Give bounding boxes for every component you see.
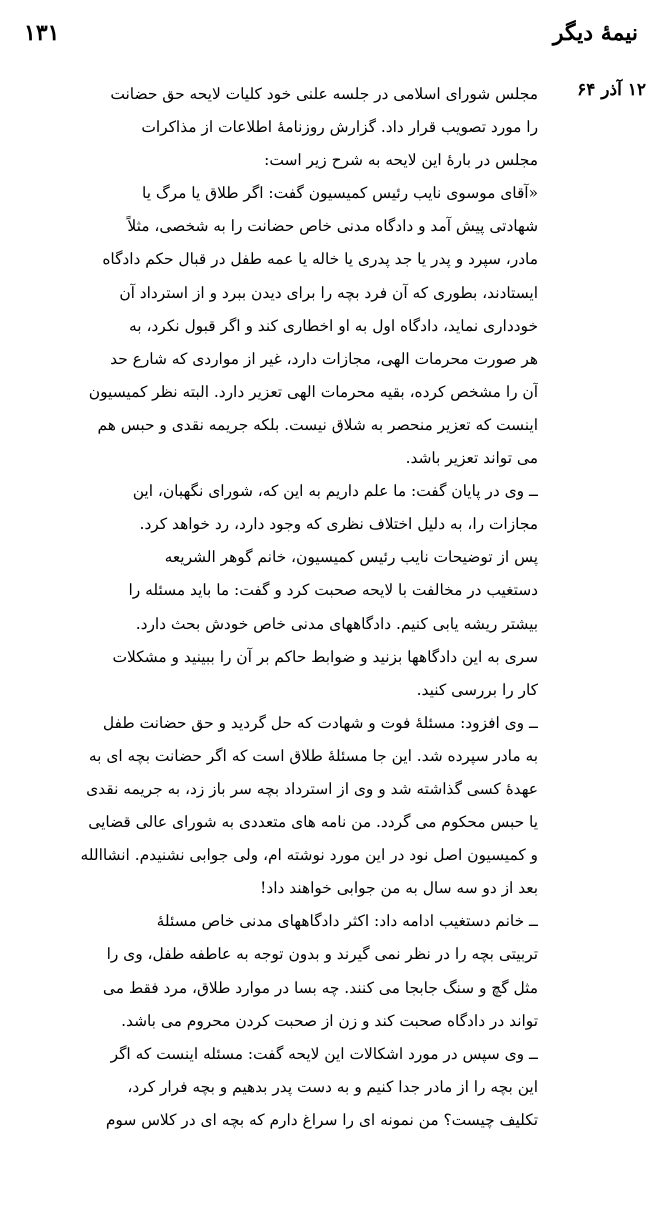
text-line: ــ وی در پایان گفت: ما علم داریم به این که، شورای نگهبان، این: [132, 482, 538, 501]
text-line: این بچه را از مادر جدا کنیم و به دست پدر بدهیم و بچه فرار کرد،: [127, 1077, 538, 1096]
text-line: مثل گچ و سنگ جابجا می کنند. چه بسا در موارد طلاق، مرد فقط می: [102, 978, 538, 997]
page-number: ۱۳۱: [24, 20, 60, 46]
text-line: دستغیب در مخالفت با لایحه صحبت کرد و گفت: ما باید مسئله را: [128, 581, 538, 600]
margin-date-note: ۱۲ آذر ۶۴: [577, 80, 646, 100]
text-line: بیشتر ریشه یابی کنیم. دادگاههای مدنی خاص خودش بحث دارد.: [135, 614, 538, 633]
text-line: به مادر سپرده شد. این جا مسئلهٔ طلاق است که اگر حضانت بچه ای به: [88, 746, 538, 765]
text-line: و کمیسیون اصل نود در این مورد نوشته ام، ولی جوابی نشنیدم. انشاالله: [80, 846, 538, 865]
text-line: را مورد تصویب قرار داد. گزارش روزنامهٔ اطلاعات از مذاکرات: [141, 118, 538, 137]
text-line: هر صورت محرمات الهی، مجازات دارد، غیر از مواردی که شارع حد: [110, 349, 538, 368]
text-line: عهدهٔ کسی گذاشته شد و وی از استرداد بچه سر باز زد، به جریمه نقدی: [86, 779, 538, 798]
text-line: بعد از دو سه سال به من جوابی خواهند داد!: [260, 879, 538, 898]
text-line: تربیتی بچه را در نظر نمی گیرند و بدون توجه به عاطفه طفل، وی را: [106, 945, 538, 964]
text-line: ــ خانم دستغیب ادامه داد: اکثر دادگاههای مدنی خاص مسئلهٔ: [156, 912, 538, 931]
text-line: «آقای موسوی نایب رئیس کمیسیون گفت: اگر طلاق یا مرگ یا: [142, 184, 538, 203]
text-line: تکلیف چیست؟ من نمونه ای را سراغ دارم که بچه ای در کلاس سوم: [105, 1110, 538, 1129]
text-line: تواند در دادگاه صحبت کند و زن از صحبت کردن محروم می باشد.: [121, 1011, 538, 1030]
text-line: پس از توضیحات نایب رئیس کمیسیون، خانم گوهر الشریعه: [164, 548, 538, 567]
text-line: شهادتی پیش آمد و دادگاه مدنی خاص حضانت را به شخصی، مثلاً: [127, 217, 538, 236]
running-head: [24, 18, 638, 48]
text-line: آن را مشخص کرده، بقیه محرمات الهی تعزیر دارد. البته نظر کمیسیون: [88, 382, 538, 401]
text-line: مادر، سپرد و پدر یا جد پدری یا خاله یا عمه طفل در قبال حکم دادگاه: [102, 250, 538, 269]
text-line: کار را بررسی کنید.: [416, 680, 538, 699]
text-line: یا حبس محکوم می گردد. من نامه های متعددی به شورای عالی قضایی: [88, 813, 538, 832]
text-line: مجلس در بارهٔ این لایحه به شرح زیر است:: [264, 151, 538, 170]
text-line: خودداری نماید، دادگاه اول به او اخطاری کند و اگر قبول نکرد، به: [129, 316, 538, 335]
text-line: ــ وی افزود: مسئلهٔ فوت و شهادت که حل گردید و حق حضانت طفل: [102, 713, 538, 732]
text-line: ایستادند، بطوری که آن فرد بچه را برای دیدن ببرد و از استرداد آن: [119, 283, 538, 302]
text-line: می تواند تعزیر باشد.: [405, 449, 538, 468]
text-line: اینست که تعزیر منحصر به شلاق نیست. بلکه جریمه نقدی و حبس هم: [97, 415, 538, 434]
running-title: نیمهٔ دیگر: [552, 20, 638, 46]
text-line: ــ وی سپس در مورد اشکالات این لایحه گفت: مسئله اینست که اگر: [110, 1044, 538, 1063]
text-line: مجلس شورای اسلامی در جلسه علنی خود کلیات لایحه حق حضانت: [110, 85, 538, 103]
text-line: سری به این دادگاهها بزنید و ضوابط حاکم بر آن را ببینید و مشکلات: [112, 647, 538, 666]
body-text: [22, 78, 538, 1137]
text-line: مجازات را، به دلیل اختلاف نظری که وجود دارد، رد خواهد کرد.: [139, 515, 538, 534]
